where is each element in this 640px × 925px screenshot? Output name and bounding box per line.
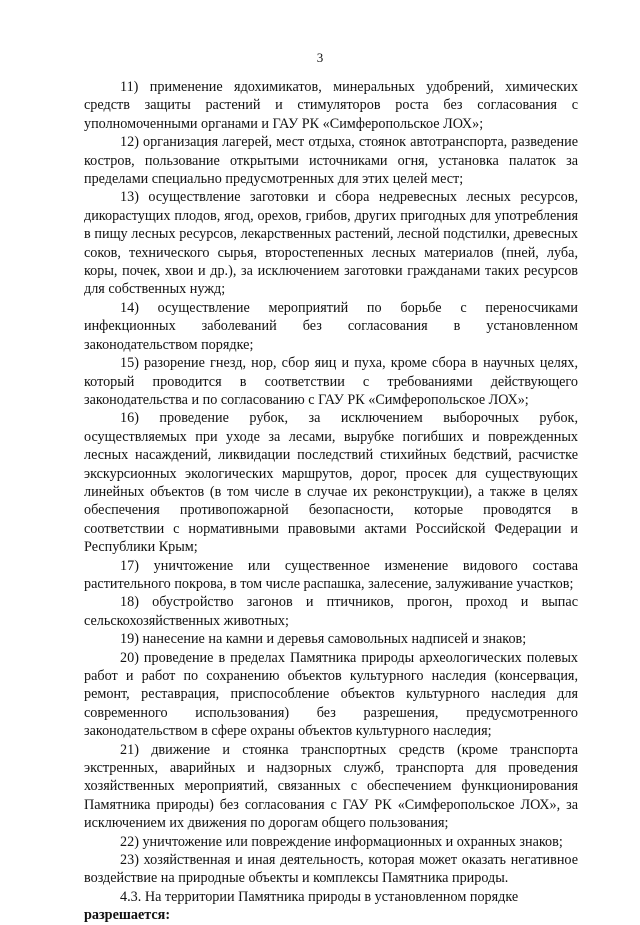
page-number: 3	[316, 50, 324, 65]
section-4-3-paragraph	[84, 888, 578, 925]
section-4-3-text: 4.3. На территории Памятника природы в установленном порядке	[120, 888, 519, 905]
list-item-23: 23) хозяйственная и иная деятельность, которая может оказать негативное воздействие на природные объекты и комплексы Памятника природы.	[84, 852, 578, 887]
list-item-15: 15) разорение гнезд, нор, сбор яиц и пуха, кроме сбора в научных целях, который проводится в соответствии с требованиями действующего законодательства и по согласованию с ГАУ РК «Симферопольское ЛОХ»;	[84, 355, 578, 408]
list-item-13: 13) осуществление заготовки и сбора недревесных лесных ресурсов, дикорастущих плодов, ягод, орехов, грибов, других пригодных для употребления в пищу лесных ресурсов, лекарственных растений, лесной подстилки, древесных соков, технического сырья, второстепенных лесных материалов (пней, луба, коры, почек, хвои и др.), за исключением заготовки гражданами таких ресурсов для собственных нужд;	[84, 189, 578, 298]
list-item-18: 18) обустройство загонов и птичников, прогон, проход и выпас сельскохозяйственных животных;	[84, 594, 578, 629]
list-item-12: 12) организация лагерей, мест отдыха, стоянок автотранспорта, разведение костров, пользование открытыми источниками огня, установка палаток за пределами специально предусмотренных для этих целей мест;	[84, 134, 578, 188]
list-item-21: 21) движение и стоянка транспортных средств (кроме транспорта экстренных, аварийных и надзорных служб, транспорта для проведения хозяйственных мероприятий, связанных с обеспечением функционирования Памятника природы) без согласования с ГАУ РК «Симферопольское ЛОХ», за исключением их движения по дорогам общего пользования;	[84, 741, 578, 832]
section-4-3-bold-text: разрешается:	[84, 907, 171, 924]
list-item-14: 14) осуществление мероприятий по борьбе с переносчиками инфекционных заболеваний без согласования в установленном законодательством порядке;	[84, 299, 578, 353]
list-item-16: 16) проведение рубок, за исключением выборочных рубок, осуществляемых при уходе за лесами, вырубке погибших и поврежденных лесных насаждений, ликвидации последствий стихийных бедствий, расчистке экскурсионных экологических маршрутов, дорог, просек для существующих линейных объектов (в том числе в случае их реконструкции), а также в целях обеспечения противопожарной безопасности, которые проводятся в соответствии с нормативными правовыми актами Российской Федерации и Республики Крым;	[84, 410, 578, 556]
list-item-20: 20) проведение в пределах Памятника природы археологических полевых работ и работ по сохранению объектов культурного наследия (консервация, ремонт, реставрация, приспособление объектов культурного наследия для современного использования) без разрешения, предусмотренного законодательством в сфере охраны объектов культурного наследия;	[84, 649, 578, 740]
list-item-19: 19) нанесение на камни и деревья самовольных надписей и знаков;	[120, 631, 527, 648]
list-item-17: 17) уничтожение или существенное изменение видового состава растительного покрова, в том числе распашка, залесение, залуживание участков;	[84, 557, 578, 592]
document-body	[84, 78, 578, 925]
list-item-22: 22) уничтожение или повреждение информационных и охранных знаков;	[120, 833, 563, 850]
list-item-11: 11) применение ядохимикатов, минеральных удобрений, химических средств защиты растений и стимуляторов роста без согласования с уполномоченными органами и ГАУ РК «Симферопольское ЛОХ»;	[84, 79, 578, 132]
